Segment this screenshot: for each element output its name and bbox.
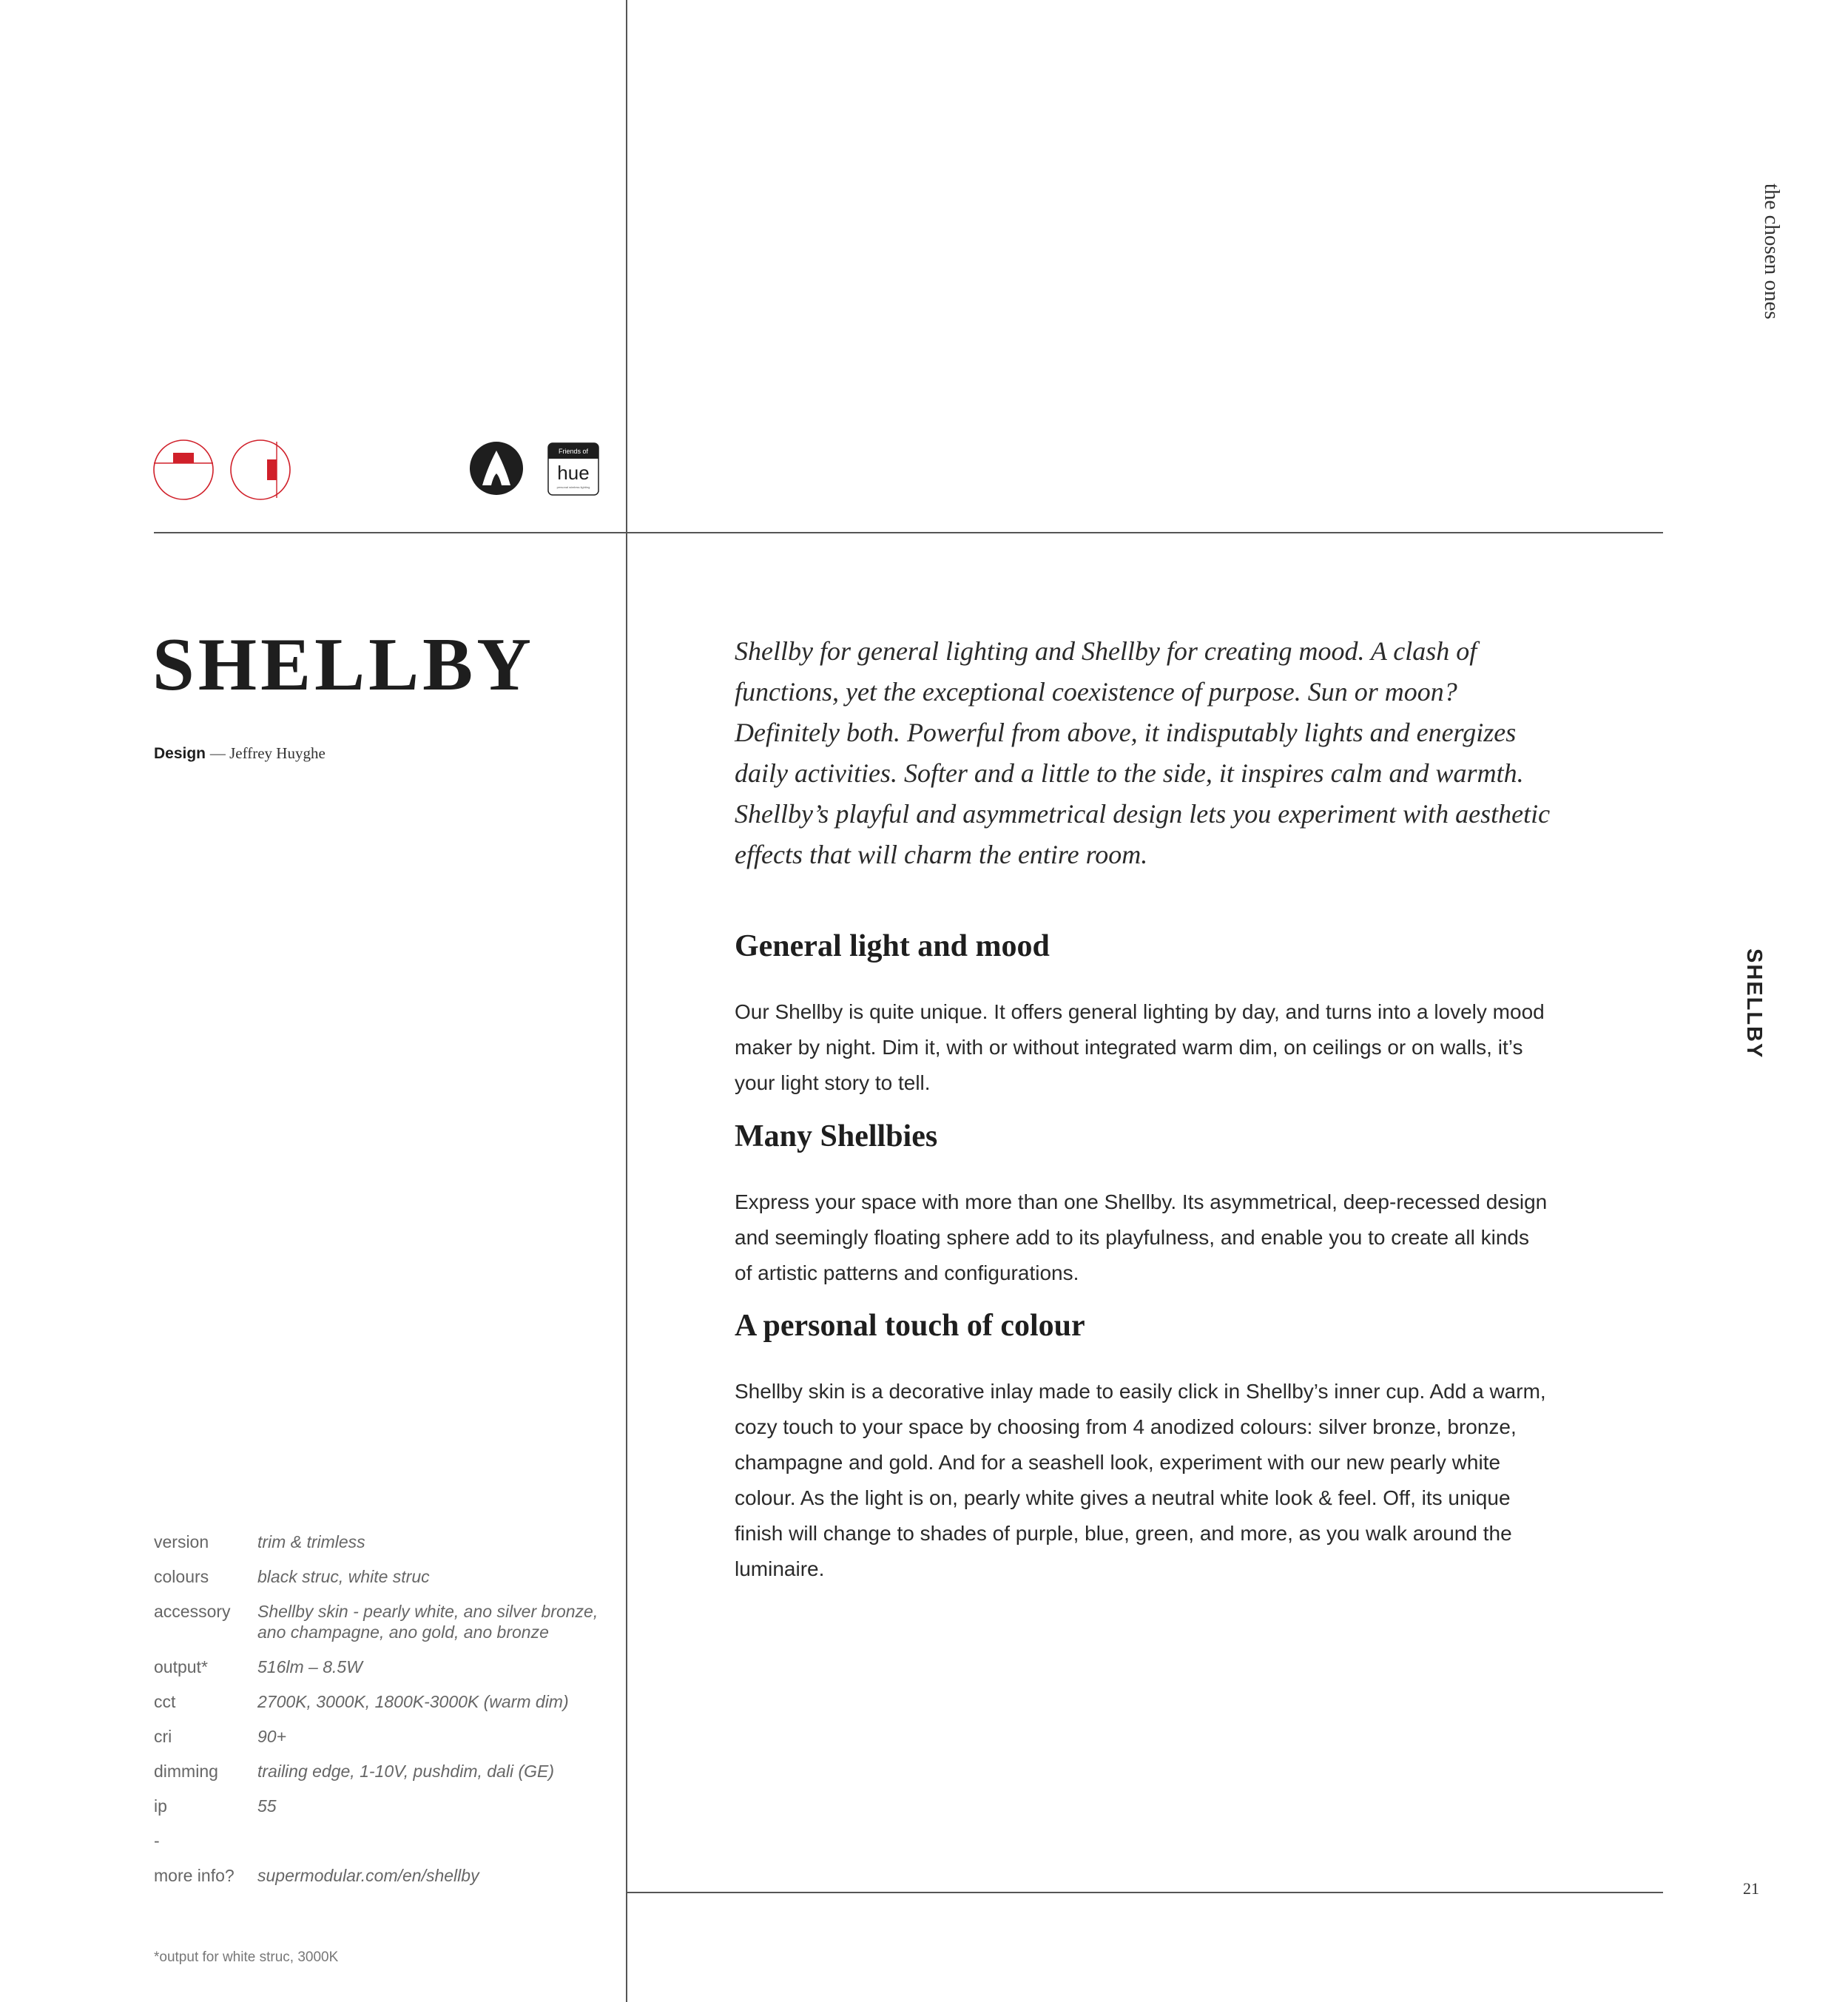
spec-key: colours xyxy=(154,1567,209,1586)
spec-key: dimming xyxy=(154,1762,218,1781)
section-body: Shellby skin is a decorative inlay made to easily click in Shellby’s inner cup. Add a warm, cozy touch to your space by choosing from 4 anodized colours: silver bronze, bronze, champagne and gold. And for a seashell look, experiment with our new pearly white colour. As the light is on, pearly white gives a neutral white look & feel. Off, its unique finish will change to shades of purple, blue, green, and more, as you walk around the luminaire. xyxy=(735,1380,1546,1580)
horizontal-divider-top xyxy=(154,532,1663,533)
section-heading: General light and mood xyxy=(735,929,1050,963)
wall-mount-icon xyxy=(229,439,291,501)
hue-badge-brand-text: hue xyxy=(557,462,590,484)
spec-key: ip xyxy=(154,1796,167,1816)
hue-badge-sub-text: personal wireless lighting xyxy=(556,485,590,489)
section-body: Our Shellby is quite unique. It offers general lighting by day, and turns into a lovely mood maker by night. Dim it, with or without integrated warm dim, on ceilings or on walls, it’s your light story to tell. xyxy=(735,1000,1545,1094)
spec-value: trim & trimless xyxy=(257,1532,365,1551)
spec-key: output* xyxy=(154,1657,208,1676)
spec-list xyxy=(154,1531,613,1900)
spec-value: 516lm – 8.5W xyxy=(257,1657,362,1676)
spec-key: - xyxy=(154,1831,160,1850)
spec-row xyxy=(154,1531,613,1552)
section-heading: A personal touch of colour xyxy=(735,1309,1085,1343)
spec-key: cri xyxy=(154,1727,172,1746)
spec-value: 55 xyxy=(257,1796,277,1816)
ceiling-mount-icon xyxy=(152,439,215,501)
spec-key: more info? xyxy=(154,1866,235,1885)
spec-row xyxy=(154,1656,613,1677)
spec-row xyxy=(154,1601,613,1642)
spec-key: version xyxy=(154,1532,209,1551)
spec-value: Shellby skin - pearly white, ano silver bronze, ano champagne, ano gold, ano bronze xyxy=(257,1602,598,1642)
section-tag: the chosen ones xyxy=(1760,183,1784,320)
spec-row xyxy=(154,1830,613,1851)
product-side-tag: SHELLBY xyxy=(1742,948,1766,1059)
spec-row xyxy=(154,1865,613,1886)
spec-key: accessory xyxy=(154,1602,231,1621)
intro-paragraph: Shellby for general lighting and Shellby for creating mood. A clash of functions, yet the exceptional coexistence of purpose. Sun or moon? Definitely both. Powerful from above, it indisputably lights and energizes daily activities. Softer and a little to the side, it inspires calm and warmth. Shellby’s playful and asymmetrical design lets you experiment with aesthetic effects that will charm the entire room. xyxy=(735,636,1551,869)
friends-of-hue-badge-icon xyxy=(547,442,599,496)
spec-row xyxy=(154,1726,613,1747)
design-label: Design xyxy=(154,745,206,762)
spec-value: trailing edge, 1-10V, pushdim, dali (GE) xyxy=(257,1762,554,1781)
designer-name: — Jeffrey Huyghe xyxy=(209,744,326,762)
product-title: SHELLBY xyxy=(152,623,535,707)
spec-row xyxy=(154,1761,613,1782)
more-info-link[interactable]: supermodular.com/en/shellby xyxy=(257,1866,479,1885)
a-certification-badge-icon xyxy=(469,441,524,496)
spec-row xyxy=(154,1566,613,1587)
spec-row xyxy=(154,1691,613,1712)
section-body: Express your space with more than one Shellby. Its asymmetrical, deep-recessed design and seemingly floating sphere add to its playfulness, and enable you to create all kinds of artistic patterns and configurations. xyxy=(735,1190,1548,1284)
footnote: *output for white struc, 3000K xyxy=(154,1949,339,1965)
spec-key: cct xyxy=(154,1692,176,1711)
design-credit xyxy=(154,744,326,763)
hue-badge-top-text: Friends of xyxy=(558,448,589,455)
spec-row xyxy=(154,1796,613,1816)
spec-value: 90+ xyxy=(257,1727,287,1746)
spec-value: 2700K, 3000K, 1800K-3000K (warm dim) xyxy=(257,1692,569,1711)
vertical-divider xyxy=(626,0,627,2002)
page-number: 21 xyxy=(1743,1879,1759,1898)
spec-value: black struc, white struc xyxy=(257,1567,430,1586)
horizontal-divider-bottom xyxy=(626,1892,1663,1893)
section-heading: Many Shellbies xyxy=(735,1119,938,1153)
